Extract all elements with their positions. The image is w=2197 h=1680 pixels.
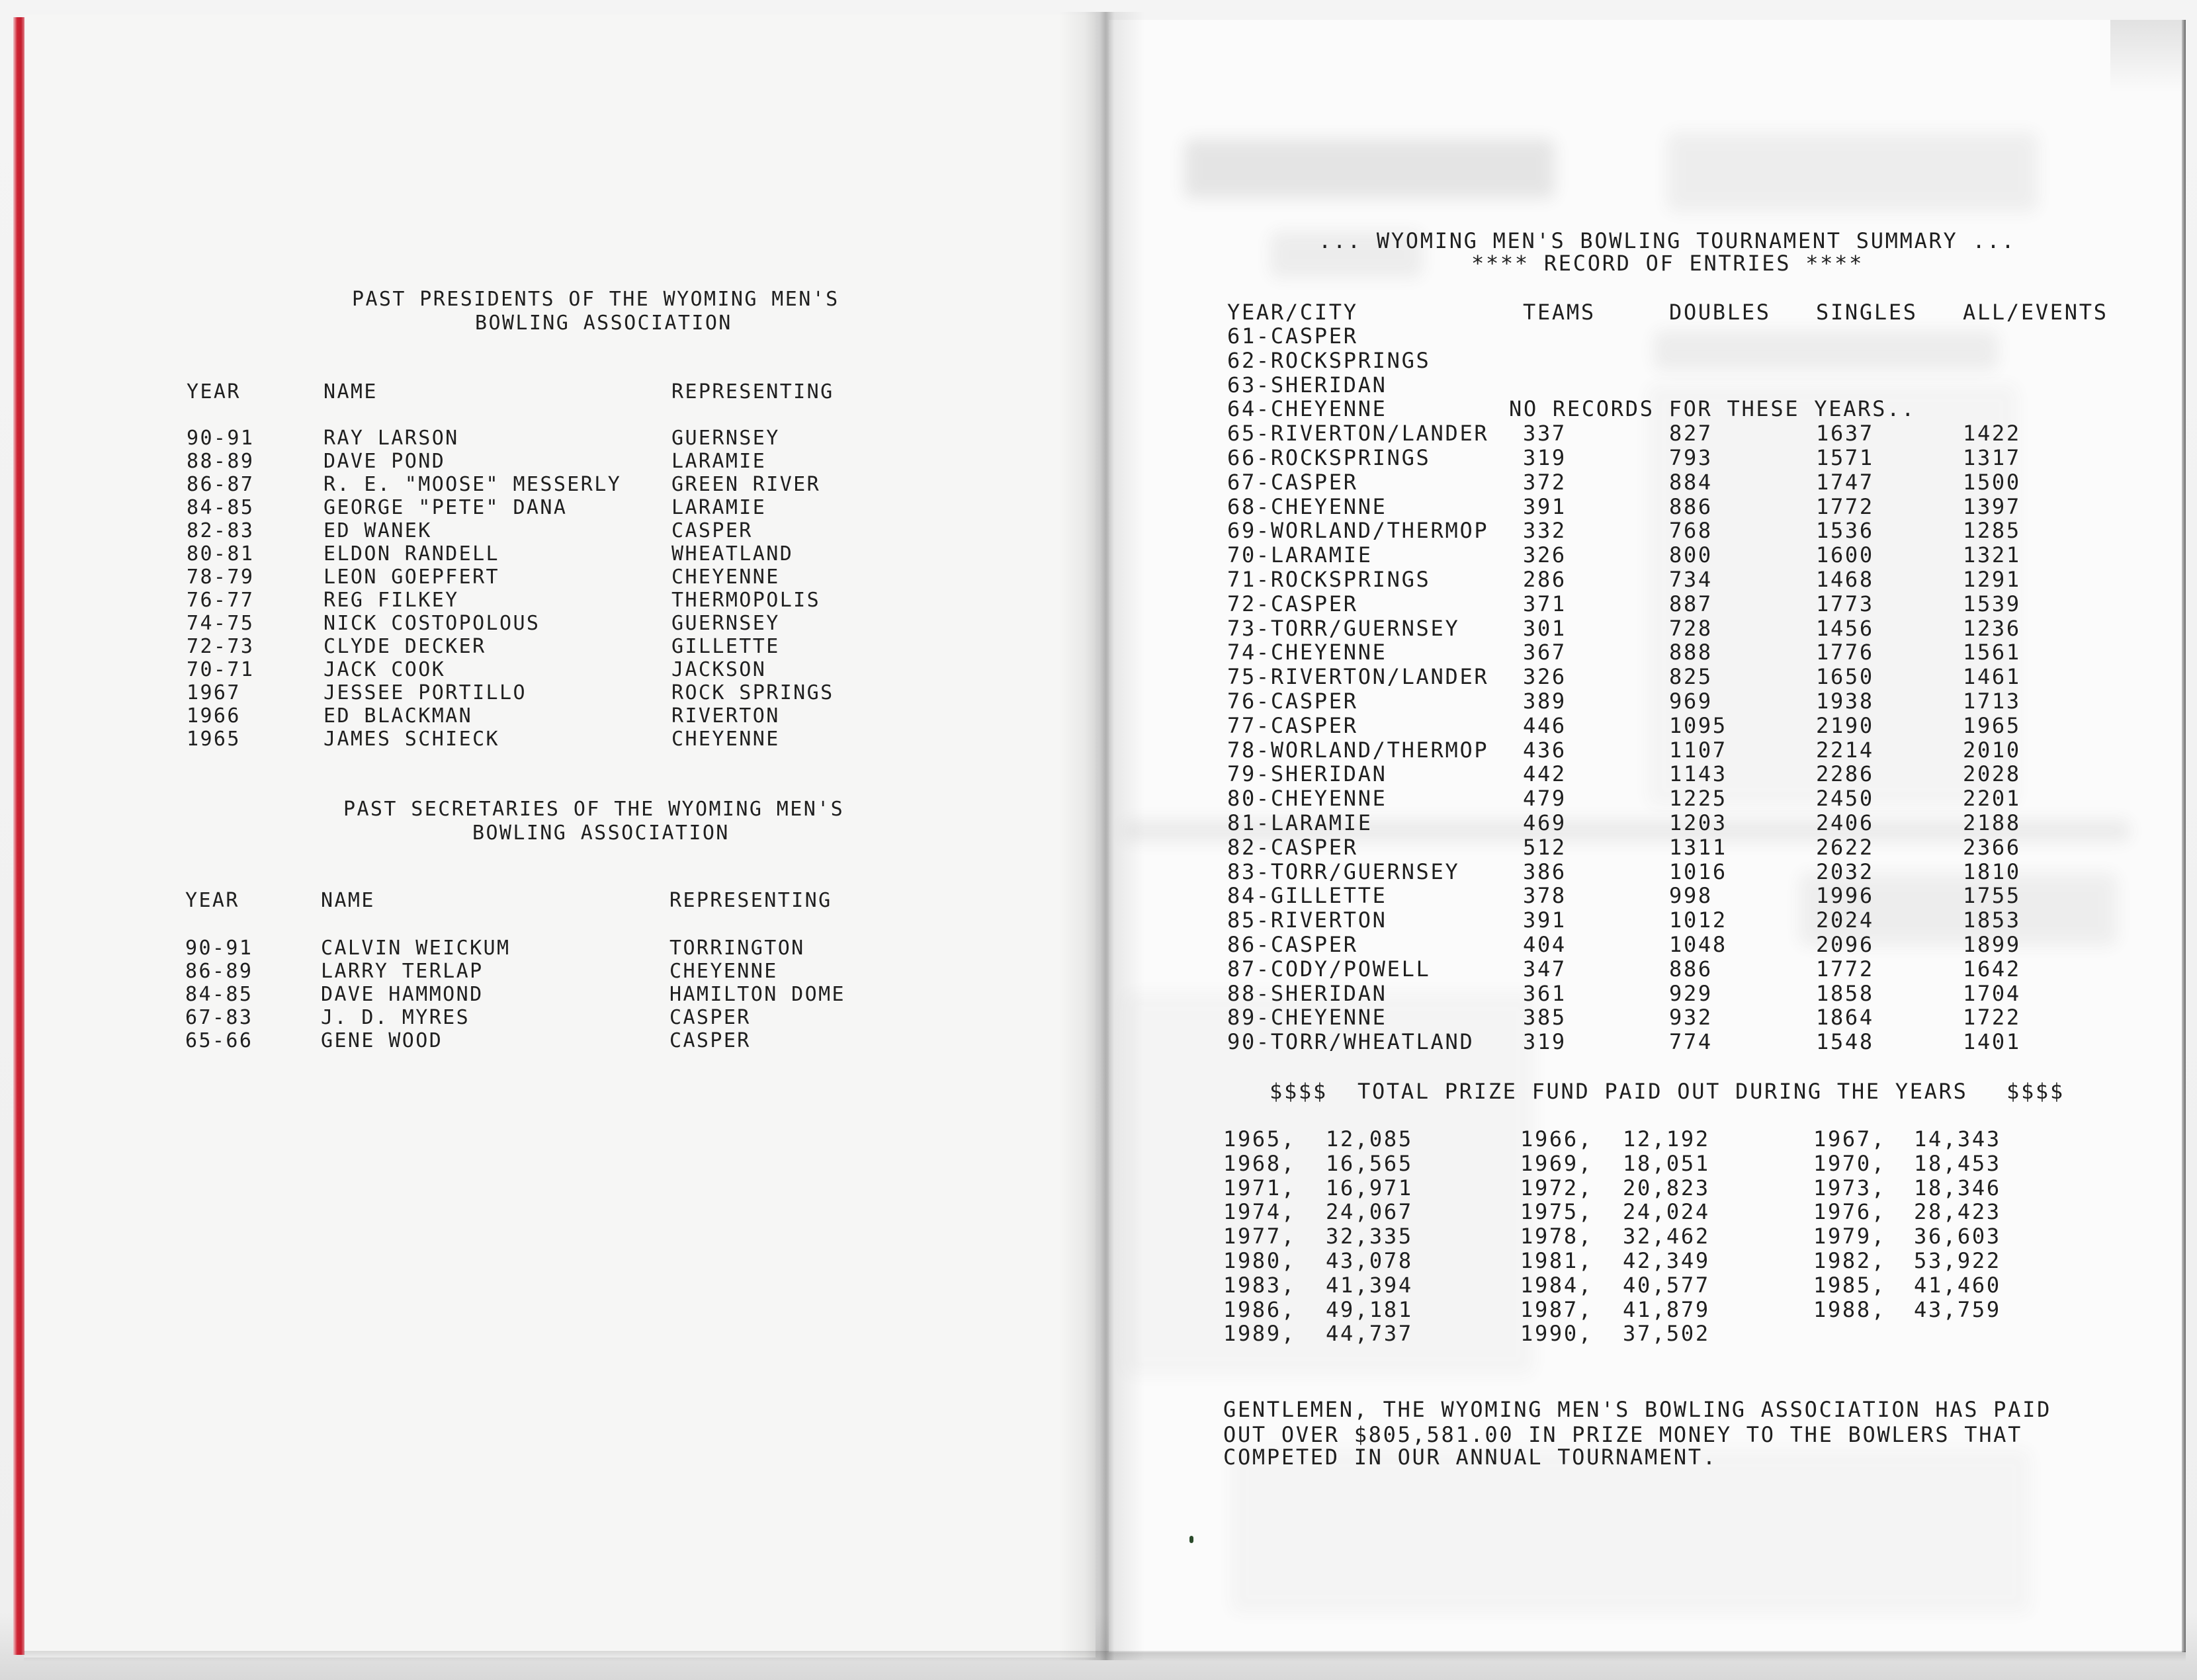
entry-doubles: 998 <box>1669 883 1713 909</box>
prize-amount: 20,823 <box>1623 1175 1710 1200</box>
entry-year-city: 90-TORR/WHEATLAND <box>1227 1029 1475 1055</box>
secretary-name: DAVE HAMMOND <box>321 983 484 1006</box>
entry-year-city: 89-CHEYENNE <box>1227 1005 1387 1030</box>
prize-year: 1987, <box>1520 1296 1593 1322</box>
secretary-year: 67-83 <box>185 1006 253 1029</box>
entry-all-events: 2188 <box>1963 810 2021 835</box>
secretary-name: CALVIN WEICKUM <box>321 937 511 960</box>
entry-singles: 2450 <box>1816 786 1874 812</box>
closing-line-3: COMPETED IN OUR ANNUAL TOURNAMENT. <box>1223 1445 1717 1470</box>
entry-all-events: 1853 <box>1963 907 2021 933</box>
entry-all-events: 1899 <box>1963 932 2021 957</box>
prize-amount: 43,759 <box>1914 1296 2001 1322</box>
prize-year: 1972, <box>1520 1175 1593 1200</box>
prize-amount: 41,460 <box>1914 1272 2001 1298</box>
entry-year-city: 84-GILLETTE <box>1227 883 1387 909</box>
show-through <box>1184 139 1555 198</box>
prize-amount: 41,394 <box>1326 1272 1413 1298</box>
entry-doubles: 932 <box>1669 1005 1713 1030</box>
entry-singles: 1776 <box>1816 640 1874 665</box>
entry-all-events: 1317 <box>1963 445 2021 470</box>
prize-year: 1985, <box>1813 1272 1886 1298</box>
entry-doubles: 1012 <box>1669 907 1727 933</box>
prize-amount: 28,423 <box>1914 1199 2001 1225</box>
president-name: ED BLACKMAN <box>323 704 473 728</box>
entry-year-city: 85-RIVERTON <box>1227 907 1387 933</box>
entry-teams: 378 <box>1523 883 1567 909</box>
prize-year: 1974, <box>1223 1199 1296 1225</box>
entry-year-city: 68-CHEYENNE <box>1227 493 1387 519</box>
secretary-representing: TORRINGTON <box>669 937 805 960</box>
secretary-representing: CASPER <box>669 1006 751 1029</box>
entry-year-city: 82-CASPER <box>1227 834 1358 860</box>
presidents-header-name: NAME <box>323 380 378 403</box>
entry-singles: 2024 <box>1816 907 1874 933</box>
entry-singles: 1773 <box>1816 591 1874 616</box>
prize-year: 1969, <box>1520 1150 1593 1176</box>
entry-all-events: 1561 <box>1963 640 2021 665</box>
president-representing: GUERNSEY <box>671 612 780 635</box>
corner-shading <box>2110 20 2182 93</box>
closing-line-2: OUT OVER $805,581.00 IN PRIZE MONEY TO THE BOWLERS THAT <box>1223 1422 2023 1447</box>
prize-year: 1984, <box>1520 1272 1593 1298</box>
entry-singles: 2032 <box>1816 859 1874 884</box>
prize-year: 1989, <box>1223 1321 1296 1347</box>
entry-teams: 479 <box>1523 786 1567 812</box>
entry-teams: 371 <box>1523 591 1567 616</box>
prize-amount: 16,565 <box>1326 1150 1413 1176</box>
entry-singles: 1650 <box>1816 664 1874 690</box>
president-year: 88-89 <box>187 450 255 473</box>
entry-doubles: 1311 <box>1669 834 1727 860</box>
president-name: ED WANEK <box>323 519 432 542</box>
entry-year-city: 87-CODY/POWELL <box>1227 956 1431 982</box>
entry-doubles: 884 <box>1669 469 1713 495</box>
entry-year-city: 86-CASPER <box>1227 932 1358 957</box>
entry-year-city: 67-CASPER <box>1227 469 1358 495</box>
prize-year: 1981, <box>1520 1248 1593 1273</box>
entry-doubles: 1143 <box>1669 761 1727 787</box>
entry-all-events: 1236 <box>1963 615 2021 641</box>
entry-teams: 319 <box>1523 445 1567 470</box>
prize-year: 1971, <box>1223 1175 1296 1200</box>
entry-all-events: 1500 <box>1963 469 2021 495</box>
entry-singles: 1456 <box>1816 615 1874 641</box>
entry-year-city: 73-TORR/GUERNSEY <box>1227 615 1460 641</box>
prize-year: 1977, <box>1223 1224 1296 1249</box>
entry-all-events: 1461 <box>1963 664 2021 690</box>
entries-header-singles: SINGLES <box>1816 300 1918 325</box>
show-through <box>1667 132 2038 212</box>
entry-all-events: 1539 <box>1963 591 2021 616</box>
entry-teams: 442 <box>1523 761 1567 787</box>
entry-doubles: 800 <box>1669 542 1713 568</box>
president-year: 1966 <box>187 704 241 728</box>
entry-singles: 2190 <box>1816 712 1874 738</box>
prize-year: 1990, <box>1520 1321 1593 1347</box>
secretary-year: 84-85 <box>185 983 253 1006</box>
entry-year-city: 61-CASPER <box>1227 323 1358 349</box>
president-representing: RIVERTON <box>671 704 780 728</box>
entry-year-city: 79-SHERIDAN <box>1227 761 1387 787</box>
entry-teams: 319 <box>1523 1029 1567 1055</box>
bottom-edge-shadow <box>24 1651 2186 1661</box>
entry-teams: 372 <box>1523 469 1567 495</box>
entry-year-city: 75-RIVERTON/LANDER <box>1227 664 1489 690</box>
prize-amount: 41,879 <box>1623 1296 1710 1322</box>
prize-amount: 12,085 <box>1326 1126 1413 1152</box>
entry-singles: 1996 <box>1816 883 1874 909</box>
no-records-note: NO RECORDS FOR THESE YEARS.. <box>1509 396 1917 421</box>
entry-all-events: 1401 <box>1963 1029 2021 1055</box>
entry-year-city: 63-SHERIDAN <box>1227 372 1387 398</box>
entry-singles: 1548 <box>1816 1029 1874 1055</box>
prize-year: 1980, <box>1223 1248 1296 1273</box>
entry-singles: 1864 <box>1816 1005 1874 1030</box>
entry-all-events: 1722 <box>1963 1005 2021 1030</box>
prize-amount: 32,462 <box>1623 1224 1710 1249</box>
prize-year: 1982, <box>1813 1248 1886 1273</box>
president-name: ELDON RANDELL <box>323 542 499 566</box>
prize-amount: 24,067 <box>1326 1199 1413 1225</box>
prize-title: TOTAL PRIZE FUND PAID OUT DURING THE YEARS <box>1357 1079 1968 1104</box>
closing-line-1: GENTLEMEN, THE WYOMING MEN'S BOWLING ASSOCIATION HAS PAID <box>1223 1397 2052 1422</box>
entry-teams: 361 <box>1523 980 1567 1006</box>
entry-singles: 1468 <box>1816 567 1874 592</box>
entry-singles: 1938 <box>1816 689 1874 714</box>
right-page-edge <box>2182 20 2186 1652</box>
entry-doubles: 969 <box>1669 689 1713 714</box>
secretaries-header-name: NAME <box>321 889 375 912</box>
president-name: JESSEE PORTILLO <box>323 681 527 704</box>
entry-doubles: 886 <box>1669 493 1713 519</box>
president-representing: CHEYENNE <box>671 728 780 751</box>
entry-doubles: 734 <box>1669 567 1713 592</box>
prize-title-right-symbols: $$$$ <box>2006 1079 2065 1104</box>
entry-singles: 1536 <box>1816 518 1874 544</box>
entry-singles: 1571 <box>1816 445 1874 470</box>
prize-amount: 36,603 <box>1914 1224 2001 1249</box>
prize-year: 1986, <box>1223 1296 1296 1322</box>
entry-all-events: 1704 <box>1963 980 2021 1006</box>
entry-all-events: 1285 <box>1963 518 2021 544</box>
prize-amount: 18,453 <box>1914 1150 2001 1176</box>
president-representing: GILLETTE <box>671 635 780 658</box>
president-name: GEORGE "PETE" DANA <box>323 496 568 519</box>
president-representing: THERMOPOLIS <box>671 589 821 612</box>
entry-doubles: 1048 <box>1669 932 1727 957</box>
prize-year: 1970, <box>1813 1150 1886 1176</box>
entry-singles: 2214 <box>1816 737 1874 763</box>
president-year: 82-83 <box>187 519 255 542</box>
president-year: 84-85 <box>187 496 255 519</box>
entry-doubles: 793 <box>1669 445 1713 470</box>
entry-teams: 404 <box>1523 932 1567 957</box>
entry-all-events: 1422 <box>1963 421 2021 446</box>
entry-doubles: 1095 <box>1669 712 1727 738</box>
entry-all-events: 2010 <box>1963 737 2021 763</box>
entry-doubles: 827 <box>1669 421 1713 446</box>
prize-amount: 32,335 <box>1326 1224 1413 1249</box>
entry-all-events: 1321 <box>1963 542 2021 568</box>
entry-singles: 1637 <box>1816 421 1874 446</box>
summary-title: ... WYOMING MEN'S BOWLING TOURNAMENT SUMMARY ... <box>1318 228 2016 253</box>
prize-amount: 24,024 <box>1623 1199 1710 1225</box>
entry-teams: 367 <box>1523 640 1567 665</box>
prize-year: 1966, <box>1520 1126 1593 1152</box>
entry-all-events: 2366 <box>1963 834 2021 860</box>
entry-teams: 389 <box>1523 689 1567 714</box>
entry-teams: 391 <box>1523 493 1567 519</box>
entry-singles: 2406 <box>1816 810 1874 835</box>
president-year: 80-81 <box>187 542 255 566</box>
entry-year-city: 70-LARAMIE <box>1227 542 1373 568</box>
entry-singles: 1858 <box>1816 980 1874 1006</box>
president-year: 86-87 <box>187 473 255 496</box>
prize-year: 1973, <box>1813 1175 1886 1200</box>
prize-amount: 40,577 <box>1623 1272 1710 1298</box>
entry-teams: 436 <box>1523 737 1567 763</box>
entry-year-city: 77-CASPER <box>1227 712 1358 738</box>
entry-year-city: 88-SHERIDAN <box>1227 980 1387 1006</box>
entry-year-city: 69-WORLAND/THERMOP <box>1227 518 1489 544</box>
entry-all-events: 1810 <box>1963 859 2021 884</box>
entry-year-city: 76-CASPER <box>1227 689 1358 714</box>
entry-teams: 301 <box>1523 615 1567 641</box>
entry-singles: 1600 <box>1816 542 1874 568</box>
president-name: CLYDE DECKER <box>323 635 486 658</box>
prize-amount: 49,181 <box>1326 1296 1413 1322</box>
prize-year: 1975, <box>1520 1199 1593 1225</box>
prize-year: 1988, <box>1813 1296 1886 1322</box>
prize-amount: 12,192 <box>1623 1126 1710 1152</box>
prize-amount: 43,078 <box>1326 1248 1413 1273</box>
entry-teams: 347 <box>1523 956 1567 982</box>
entry-year-city: 62-ROCKSPRINGS <box>1227 347 1431 373</box>
president-name: DAVE POND <box>323 450 446 473</box>
president-name: JACK COOK <box>323 658 446 681</box>
entry-teams: 512 <box>1523 834 1567 860</box>
entry-doubles: 1225 <box>1669 786 1727 812</box>
entry-year-city: 72-CASPER <box>1227 591 1358 616</box>
entry-doubles: 888 <box>1669 640 1713 665</box>
secretary-name: J. D. MYRES <box>321 1006 470 1029</box>
prize-amount: 42,349 <box>1623 1248 1710 1273</box>
president-representing: CHEYENNE <box>671 566 780 589</box>
entry-year-city: 81-LARAMIE <box>1227 810 1373 835</box>
prize-year: 1965, <box>1223 1126 1296 1152</box>
prize-amount: 14,343 <box>1914 1126 2001 1152</box>
entry-teams: 286 <box>1523 567 1567 592</box>
entry-singles: 1772 <box>1816 493 1874 519</box>
entry-all-events: 1642 <box>1963 956 2021 982</box>
entry-year-city: 74-CHEYENNE <box>1227 640 1387 665</box>
prize-year: 1967, <box>1813 1126 1886 1152</box>
president-year: 74-75 <box>187 612 255 635</box>
prize-year: 1979, <box>1813 1224 1886 1249</box>
prize-amount: 18,346 <box>1914 1175 2001 1200</box>
secretary-year: 65-66 <box>185 1029 253 1052</box>
secretaries-header-representing: REPRESENTING <box>669 889 832 912</box>
entry-doubles: 1203 <box>1669 810 1727 835</box>
president-year: 72-73 <box>187 635 255 658</box>
secretaries-header-year: YEAR <box>185 889 239 912</box>
president-representing: ROCK SPRINGS <box>671 681 834 704</box>
entry-teams: 326 <box>1523 664 1567 690</box>
prize-title-left-symbols: $$$$ <box>1270 1079 1328 1104</box>
president-name: RAY LARSON <box>323 427 459 450</box>
entry-singles: 2096 <box>1816 932 1874 957</box>
president-name: NICK COSTOPOLOUS <box>323 612 540 635</box>
secretary-name: GENE WOOD <box>321 1029 443 1052</box>
president-year: 70-71 <box>187 658 255 681</box>
entry-doubles: 1016 <box>1669 859 1727 884</box>
prize-year: 1978, <box>1520 1224 1593 1249</box>
entry-doubles: 1107 <box>1669 737 1727 763</box>
entries-header-teams: TEAMS <box>1523 300 1596 325</box>
entry-teams: 385 <box>1523 1005 1567 1030</box>
secretary-year: 86-89 <box>185 960 253 983</box>
president-name: JAMES SCHIECK <box>323 728 499 751</box>
president-representing: GUERNSEY <box>671 427 780 450</box>
prize-amount: 16,971 <box>1326 1175 1413 1200</box>
president-representing: LARAMIE <box>671 496 767 519</box>
entry-year-city: 80-CHEYENNE <box>1227 786 1387 812</box>
entries-header-year-city: YEAR/CITY <box>1227 300 1358 325</box>
entry-singles: 1747 <box>1816 469 1874 495</box>
entry-all-events: 1713 <box>1963 689 2021 714</box>
secretary-representing: CHEYENNE <box>669 960 778 983</box>
entry-doubles: 825 <box>1669 664 1713 690</box>
entry-teams: 337 <box>1523 421 1567 446</box>
entry-teams: 332 <box>1523 518 1567 544</box>
ink-speck <box>1189 1536 1193 1543</box>
entry-singles: 2286 <box>1816 761 1874 787</box>
entry-teams: 446 <box>1523 712 1567 738</box>
entry-teams: 469 <box>1523 810 1567 835</box>
president-representing: CASPER <box>671 519 753 542</box>
prize-amount: 53,922 <box>1914 1248 2001 1273</box>
president-representing: GREEN RIVER <box>671 473 821 496</box>
entry-all-events: 1965 <box>1963 712 2021 738</box>
entry-singles: 1772 <box>1816 956 1874 982</box>
prize-year: 1976, <box>1813 1199 1886 1225</box>
entry-year-city: 64-CHEYENNE <box>1227 396 1387 422</box>
prize-year: 1983, <box>1223 1272 1296 1298</box>
entry-all-events: 1755 <box>1963 883 2021 909</box>
president-representing: LARAMIE <box>671 450 767 473</box>
entry-year-city: 83-TORR/GUERNSEY <box>1227 859 1460 884</box>
presidents-header-representing: REPRESENTING <box>671 380 834 403</box>
president-year: 76-77 <box>187 589 255 612</box>
prize-amount: 44,737 <box>1326 1321 1413 1347</box>
president-year: 78-79 <box>187 566 255 589</box>
entry-doubles: 768 <box>1669 518 1713 544</box>
entry-all-events: 2201 <box>1963 786 2021 812</box>
entry-all-events: 2028 <box>1963 761 2021 787</box>
secretary-name: LARRY TERLAP <box>321 960 484 983</box>
secretary-year: 90-91 <box>185 937 253 960</box>
secretary-representing: HAMILTON DOME <box>669 983 845 1006</box>
secretary-representing: CASPER <box>669 1029 751 1052</box>
entry-doubles: 774 <box>1669 1029 1713 1055</box>
prize-year: 1968, <box>1223 1150 1296 1176</box>
show-through <box>1654 331 1998 370</box>
entry-doubles: 929 <box>1669 980 1713 1006</box>
entry-teams: 391 <box>1523 907 1567 933</box>
entry-teams: 386 <box>1523 859 1567 884</box>
entries-header-all-events: ALL/EVENTS <box>1963 300 2108 325</box>
prize-amount: 18,051 <box>1623 1150 1710 1176</box>
entry-year-city: 66-ROCKSPRINGS <box>1227 445 1431 470</box>
entries-header-doubles: DOUBLES <box>1669 300 1771 325</box>
entry-teams: 326 <box>1523 542 1567 568</box>
president-year: 1965 <box>187 728 241 751</box>
entry-year-city: 71-ROCKSPRINGS <box>1227 567 1431 592</box>
entry-year-city: 65-RIVERTON/LANDER <box>1227 421 1489 446</box>
prize-amount: 37,502 <box>1623 1321 1710 1347</box>
show-through <box>1230 1449 2031 1614</box>
presidents-header-year: YEAR <box>187 380 241 403</box>
summary-subtitle: **** RECORD OF ENTRIES **** <box>1471 251 1864 276</box>
entry-doubles: 728 <box>1669 615 1713 641</box>
presidents-title-line2: BOWLING ASSOCIATION <box>475 312 732 335</box>
entry-singles: 2622 <box>1816 834 1874 860</box>
entry-doubles: 887 <box>1669 591 1713 616</box>
president-year: 1967 <box>187 681 241 704</box>
secretaries-title-line1: PAST SECRETARIES OF THE WYOMING MEN'S <box>343 798 845 821</box>
entry-year-city: 78-WORLAND/THERMOP <box>1227 737 1489 763</box>
entry-all-events: 1291 <box>1963 567 2021 592</box>
president-representing: JACKSON <box>671 658 767 681</box>
president-representing: WHEATLAND <box>671 542 794 566</box>
president-name: REG FILKEY <box>323 589 459 612</box>
entry-all-events: 1397 <box>1963 493 2021 519</box>
red-cover-edge <box>13 17 24 1655</box>
president-name: R. E. "MOOSE" MESSERLY <box>323 473 622 496</box>
presidents-title-line1: PAST PRESIDENTS OF THE WYOMING MEN'S <box>352 288 840 311</box>
secretaries-title-line2: BOWLING ASSOCIATION <box>472 821 730 845</box>
president-year: 90-91 <box>187 427 255 450</box>
president-name: LEON GOEPFERT <box>323 566 499 589</box>
entry-doubles: 886 <box>1669 956 1713 982</box>
